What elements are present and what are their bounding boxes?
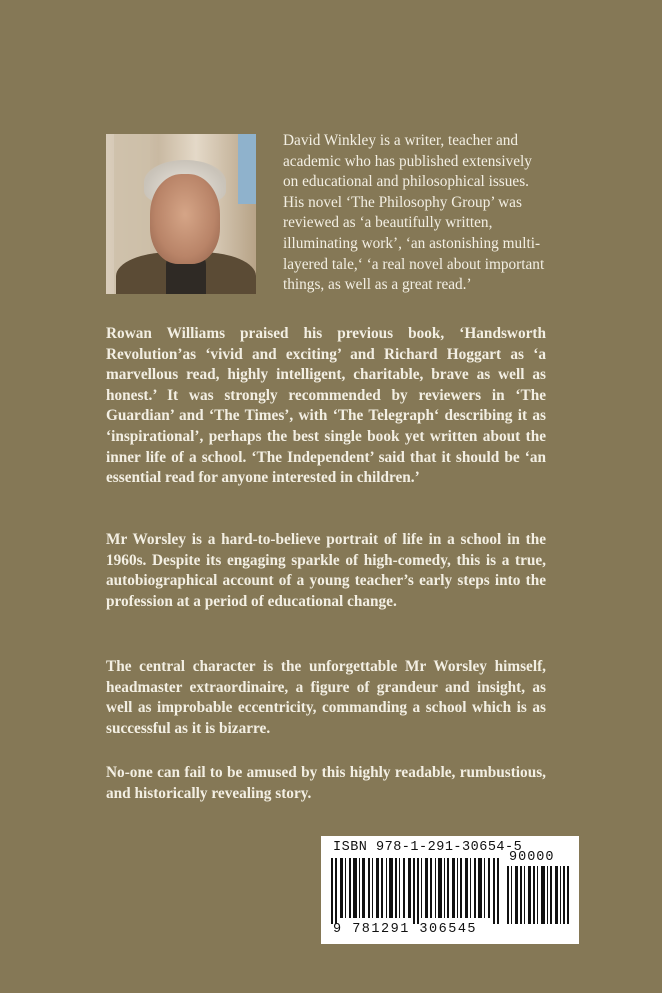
- isbn-label: ISBN 978-1-291-30654-5: [333, 840, 523, 855]
- author-photo: [106, 134, 256, 294]
- barcode-digits: 9 781291 306545: [333, 922, 478, 937]
- addon-bars: [507, 866, 569, 924]
- author-bio: David Winkley is a writer, teacher and academic who has published extensively on educational and philosophical issues. His novel ‘The Philosophy Group’ was reviewed as ‘a beautifully written, illuminating work’, ‘an astonishing multi- layered tale,‘ ‘a real novel about important things, as well as a great read.’: [283, 132, 545, 294]
- praise-paragraph: Rowan Williams praised his previous book, ‘Handsworth Revolution’as ‘vivid and exciting’ and Richard Hoggart as ‘a marvellous read, highly intelligent, charitable, brave as well as honest.’ It was strongly recommended by reviewers in ‘The Guardian’ and ‘The Times’, with ‘The Telegraph‘ describing it as ‘inspirational’, perhaps the best single book yet written about the inner life of a school. ‘The Independent’ said that it should be ‘an essential read for anyone interested in children.’: [106, 325, 546, 487]
- isbn-barcode: [321, 836, 579, 944]
- character-paragraph: The central character is the unforgettable Mr Worsley himself, headmaster extraordinaire, a figure of grandeur and insight, as well as improbable eccentricity, commanding a school which is as successful as it is bizarre.: [106, 658, 546, 737]
- price-code: 90000: [509, 850, 555, 865]
- ean-bars: [331, 858, 501, 924]
- closing-paragraph: No-one can fail to be amused by this highly readable, rumbustious, and historically revealing story.: [106, 764, 546, 802]
- synopsis-paragraph: Mr Worsley is a hard-to-believe portrait of life in a school in the 1960s. Despite its engaging sparkle of high-comedy, this is a true, autobiographical account of a young teacher’s early steps into the profession at a period of educational change.: [106, 531, 546, 610]
